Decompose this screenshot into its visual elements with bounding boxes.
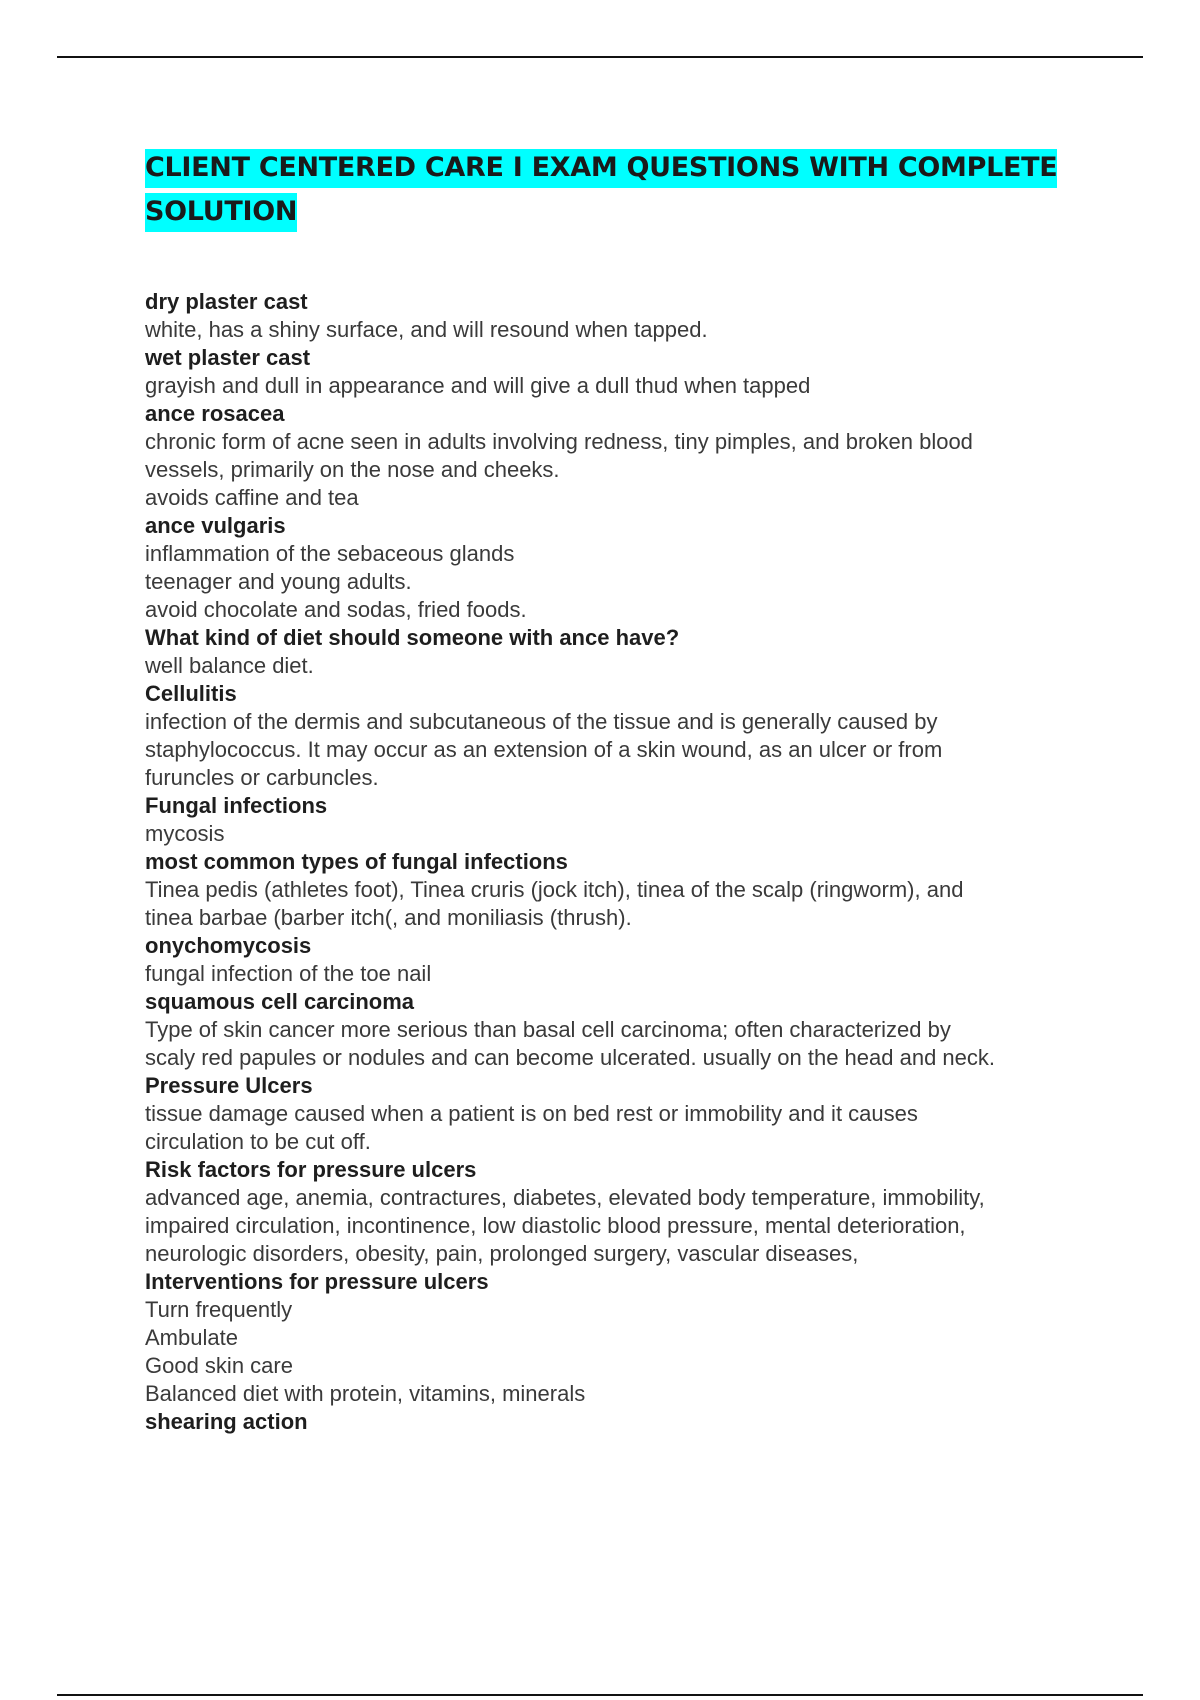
page-title bbox=[145, 146, 1085, 234]
entry-term: ance vulgaris bbox=[145, 513, 286, 538]
entry-term: Interventions for pressure ulcers bbox=[145, 1269, 489, 1294]
definition-line: Type of skin cancer more serious than basal cell carcinoma; often characterized by bbox=[145, 1017, 951, 1042]
definition-line: tissue damage caused when a patient is on bed rest or immobility and it causes bbox=[145, 1101, 918, 1126]
definition-line: chronic form of acne seen in adults involving redness, tiny pimples, and broken blood bbox=[145, 429, 973, 454]
entry-definition bbox=[145, 316, 1095, 344]
definition-line: avoids caffine and tea bbox=[145, 485, 359, 510]
definition-line: infection of the dermis and subcutaneous of the tissue and is generally caused by bbox=[145, 709, 938, 734]
definition-line: mycosis bbox=[145, 821, 225, 846]
definition-line: scaly red papules or nodules and can become ulcerated. usually on the head and neck. bbox=[145, 1045, 996, 1070]
definition-line: well balance diet. bbox=[145, 653, 314, 678]
qa-entry bbox=[145, 1408, 1095, 1436]
qa-entry bbox=[145, 932, 1095, 988]
entry-term: squamous cell carcinoma bbox=[145, 989, 414, 1014]
header-rule bbox=[57, 56, 1143, 58]
definition-line: impaired circulation, incontinence, low diastolic blood pressure, mental deterioration, bbox=[145, 1213, 966, 1238]
definition-line: Balanced diet with protein, vitamins, minerals bbox=[145, 1381, 586, 1406]
entry-term: dry plaster cast bbox=[145, 289, 308, 314]
definition-line: teenager and young adults. bbox=[145, 569, 412, 594]
qa-entry bbox=[145, 1072, 1095, 1156]
entry-definition bbox=[145, 1100, 1095, 1156]
entry-term: What kind of diet should someone with ance have? bbox=[145, 625, 680, 650]
qa-entry bbox=[145, 988, 1095, 1072]
entry-definition bbox=[145, 372, 1095, 400]
entry-definition bbox=[145, 428, 1095, 512]
entry-term: ance rosacea bbox=[145, 401, 285, 426]
definition-line: advanced age, anemia, contractures, diabetes, elevated body temperature, immobility, bbox=[145, 1185, 985, 1210]
entry-definition bbox=[145, 708, 1095, 792]
qa-entry bbox=[145, 1268, 1095, 1408]
entry-definition bbox=[145, 1016, 1095, 1072]
definition-line: staphylococcus. It may occur as an extension of a skin wound, as an ulcer or from bbox=[145, 737, 943, 762]
definition-line: grayish and dull in appearance and will give a dull thud when tapped bbox=[145, 373, 811, 398]
entry-definition bbox=[145, 540, 1095, 624]
entry-term: wet plaster cast bbox=[145, 345, 311, 370]
entry-term: Risk factors for pressure ulcers bbox=[145, 1157, 477, 1182]
entry-definition bbox=[145, 1296, 1095, 1408]
definition-line: vessels, primarily on the nose and cheeks. bbox=[145, 457, 560, 482]
entry-definition bbox=[145, 876, 1095, 932]
entry-definition bbox=[145, 652, 1095, 680]
qa-entry bbox=[145, 848, 1095, 932]
qa-entry bbox=[145, 400, 1095, 512]
definition-line: tinea barbae (barber itch(, and moniliasis (thrush). bbox=[145, 905, 632, 930]
entry-definition bbox=[145, 1184, 1095, 1268]
qa-entry bbox=[145, 680, 1095, 792]
definition-line: Good skin care bbox=[145, 1353, 293, 1378]
definition-line: neurologic disorders, obesity, pain, prolonged surgery, vascular diseases, bbox=[145, 1241, 859, 1266]
entry-term: Pressure Ulcers bbox=[145, 1073, 313, 1098]
definition-line: white, has a shiny surface, and will resound when tapped. bbox=[145, 317, 708, 342]
footer-rule bbox=[57, 1694, 1143, 1696]
definition-line: Ambulate bbox=[145, 1325, 238, 1350]
entry-term: shearing action bbox=[145, 1409, 308, 1434]
definition-line: inflammation of the sebaceous glands bbox=[145, 541, 515, 566]
qa-entry bbox=[145, 288, 1095, 344]
qa-entry bbox=[145, 624, 1095, 680]
definition-line: circulation to be cut off. bbox=[145, 1129, 371, 1154]
entry-term: Fungal infections bbox=[145, 793, 328, 818]
definition-line: avoid chocolate and sodas, fried foods. bbox=[145, 597, 527, 622]
definition-line: Tinea pedis (athletes foot), Tinea cruris (jock itch), tinea of the scalp (ringworm), and bbox=[145, 877, 964, 902]
entry-term: onychomycosis bbox=[145, 933, 312, 958]
title-highlight: CLIENT CENTERED CARE I EXAM QUESTIONS WITH COMPLETE SOLUTION bbox=[145, 149, 1057, 232]
qa-entry bbox=[145, 1156, 1095, 1268]
qa-entry bbox=[145, 512, 1095, 624]
entry-definition bbox=[145, 820, 1095, 848]
qa-entry bbox=[145, 344, 1095, 400]
entry-definition bbox=[145, 960, 1095, 988]
document-body bbox=[145, 288, 1095, 1436]
definition-line: Turn frequently bbox=[145, 1297, 293, 1322]
entry-term: most common types of fungal infections bbox=[145, 849, 568, 874]
entry-term: Cellulitis bbox=[145, 681, 237, 706]
definition-line: furuncles or carbuncles. bbox=[145, 765, 379, 790]
definition-line: fungal infection of the toe nail bbox=[145, 961, 432, 986]
qa-entry bbox=[145, 792, 1095, 848]
